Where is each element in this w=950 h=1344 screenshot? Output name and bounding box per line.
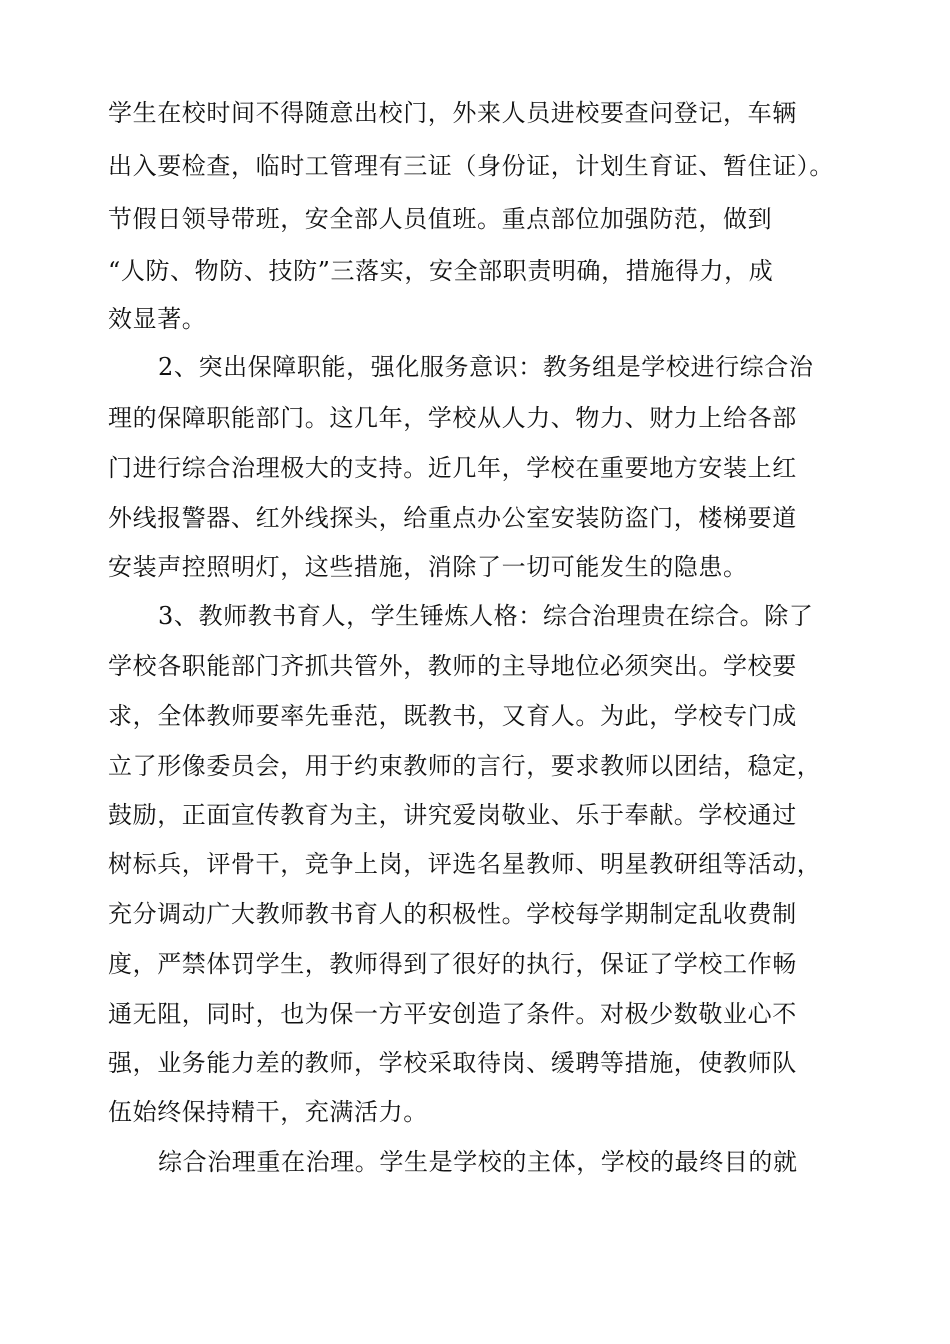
text-line: 外线报警器、红外线探头，给重点办公室安装防盗门，楼梯要道 (108, 504, 797, 532)
paragraph-start-line: 2、突出保障职能，强化服务意识：教务组是学校进行综合治 (158, 353, 814, 381)
text-line: 学生在校时间不得随意出校门，外来人员进校要查问登记，车辆 (108, 99, 797, 127)
text-line: 充分调动广大教师教书育人的积极性。学校每学期制定乱收费制 (108, 900, 797, 928)
text-line: “人防、物防、技防”三落实，安全部职责明确，措施得力，成 (108, 257, 774, 285)
text-line: 理的保障职能部门。这几年，学校从人力、物力、财力上给各部 (108, 404, 797, 432)
text-line: 鼓励，正面宣传教育为主，讲究爱岗敬业、乐于奉献。学校通过 (108, 801, 797, 829)
paragraph-start-line: 综合治理重在治理。学生是学校的主体，学校的最终目的就 (158, 1148, 798, 1176)
text-line: 安装声控照明灯，这些措施，消除了一切可能发生的隐患。 (108, 553, 748, 581)
text-line: 度，严禁体罚学生，教师得到了很好的执行，保证了学校工作畅 (108, 950, 797, 978)
text-line: 伍始终保持精干，充满活力。 (108, 1098, 428, 1126)
text-line: 树标兵，评骨干，竞争上岗，评选名星教师、明星教研组等活动， (108, 850, 822, 878)
text-line: 学校各职能部门齐抓共管外，教师的主导地位必须突出。学校要 (108, 652, 797, 680)
text-line: 通无阻，同时，也为保一方平安创造了条件。对极少数敬业心不 (108, 1000, 797, 1028)
text-line: 节假日领导带班，安全部人员值班。重点部位加强防范，做到 (108, 205, 773, 233)
text-line: 效显著。 (108, 305, 207, 333)
text-line: 出入要检查，临时工管理有三证（身份证，计划生育证、暂住证）。 (108, 152, 834, 180)
text-line: 门进行综合治理极大的支持。近几年，学校在重要地方安装上红 (108, 454, 797, 482)
text-line: 强，业务能力差的教师，学校采取待岗、缓聘等措施，使教师队 (108, 1049, 797, 1077)
paragraph-start-line: 3、教师教书育人，学生锤炼人格：综合治理贵在综合。除了 (158, 602, 814, 630)
text-line: 立了形像委员会，用于约束教师的言行，要求教师以团结，稳定， (108, 752, 822, 780)
text-line: 求，全体教师要率先垂范，既教书，又育人。为此，学校专门成 (108, 702, 797, 730)
